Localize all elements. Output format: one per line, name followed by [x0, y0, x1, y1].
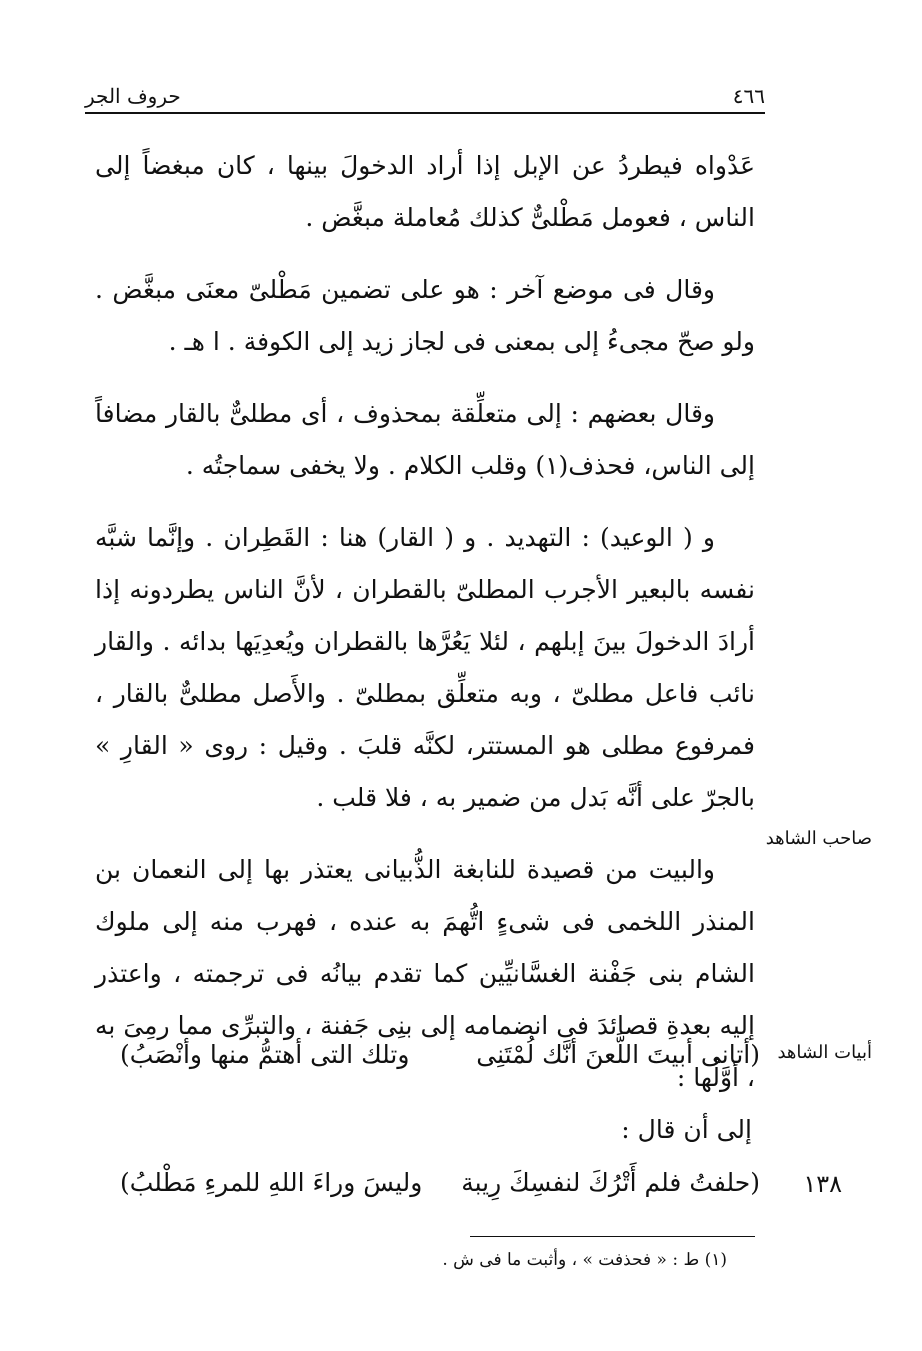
margin-note-witness-verses: أبيات الشاهد	[777, 1042, 872, 1063]
verse-lead-in: إلى أن قال :	[621, 1115, 752, 1144]
running-header	[85, 84, 765, 112]
paragraph-5: والبيت من قصيدة للنابغة الذُّبيانى يعتذر بها إلى النعمان بن المنذر اللخمى فى شىءٍ اتُّهمَ به عنده ، فهرب منه إلى ملوك الشام بنى جَفْنة الغسَّانيِّين كما تقدم بيانُه فى ترجمته ، واعتذر إليه بعدةِ قصائدَ فى انضمامه إلى بنِى جَفنة ، والتبرِّى مما رمِىَ به ، أوَّلُها :	[95, 855, 755, 1092]
paragraph-3: وقال بعضهم : إلى متعلِّقة بمحذوف ، أى مطلىٌّ بالقار مضافاً إلى الناس، فحذف(١) وقلب الكلام . ولا يخفى سماجتُه .	[95, 399, 755, 480]
header-divider	[85, 112, 765, 114]
paragraph-1: عَدْواه فيطردُ عن الإبل إذا أراد الدخولَ بينها ، كان مبغضاً إلى الناس ، فعومل مَطْلىٌّ كذلك مُعاملة مبغَّض .	[95, 151, 755, 232]
verse-numbered-right-hemistich: (حلفتُ فلم أَتْرُكَ لنفسِكَ رِيبة	[461, 1168, 760, 1197]
verse-numbered	[120, 1168, 760, 1212]
verse-number: ١٣٨	[803, 1170, 842, 1198]
paragraph-2: وقال فى موضع آخر : هو على تضمين مَطْلىّ معنَى مبغَّض . ولو صحّ مجىءُ إلى بمعنى فى لجاز زيد إلى الكوفة . ا هـ .	[95, 275, 755, 356]
page-number: ٤٦٦	[732, 84, 765, 108]
footnote-divider	[470, 1236, 755, 1237]
verse-numbered-left-hemistich: وليسَ وراءَ اللهِ للمرءِ مَطْلبُ)	[120, 1168, 423, 1197]
paragraph-4: و ( الوعيد) : التهديد . و ( القار) هنا : القَطِران . وإنَّما شبَّه نفسه بالبعير الأجرب المطلىّ بالقطران ، لأنَّ الناس يطردونه إذا أرادَ الدخولَ بينَ إبلهم ، لئلا يَعُرَّها بالقطران ويُعدِيَها بدائه . والقار نائب فاعل مطلىّ ، وبه متعلِّق بمطلىّ . والأَصل مطلىٌّ بالقار ، فمرفوع مطلى هو المستتر، لكنَّه قلبَ . وقيل : روى « القارِ » بالجرّ على أنَّه بَدل من ضمير به ، فلا قلب .	[95, 523, 755, 812]
margin-note-witness-author: صاحب الشاهد	[765, 828, 872, 849]
verse-first-left-hemistich: وتلك التى أهتمُّ منها وأنْصَبُ)	[120, 1040, 410, 1069]
main-text	[95, 140, 755, 1124]
verse-first	[120, 1040, 760, 1084]
footnote: (١) ط : « فحذفت » ، وأثبت ما فى ش .	[442, 1250, 727, 1270]
section-title: حروف الجر	[85, 84, 181, 108]
verse-first-right-hemistich: (أتانى أبيتَ اللَّعنَ أنَّك لُمْتَنِى	[476, 1040, 760, 1069]
